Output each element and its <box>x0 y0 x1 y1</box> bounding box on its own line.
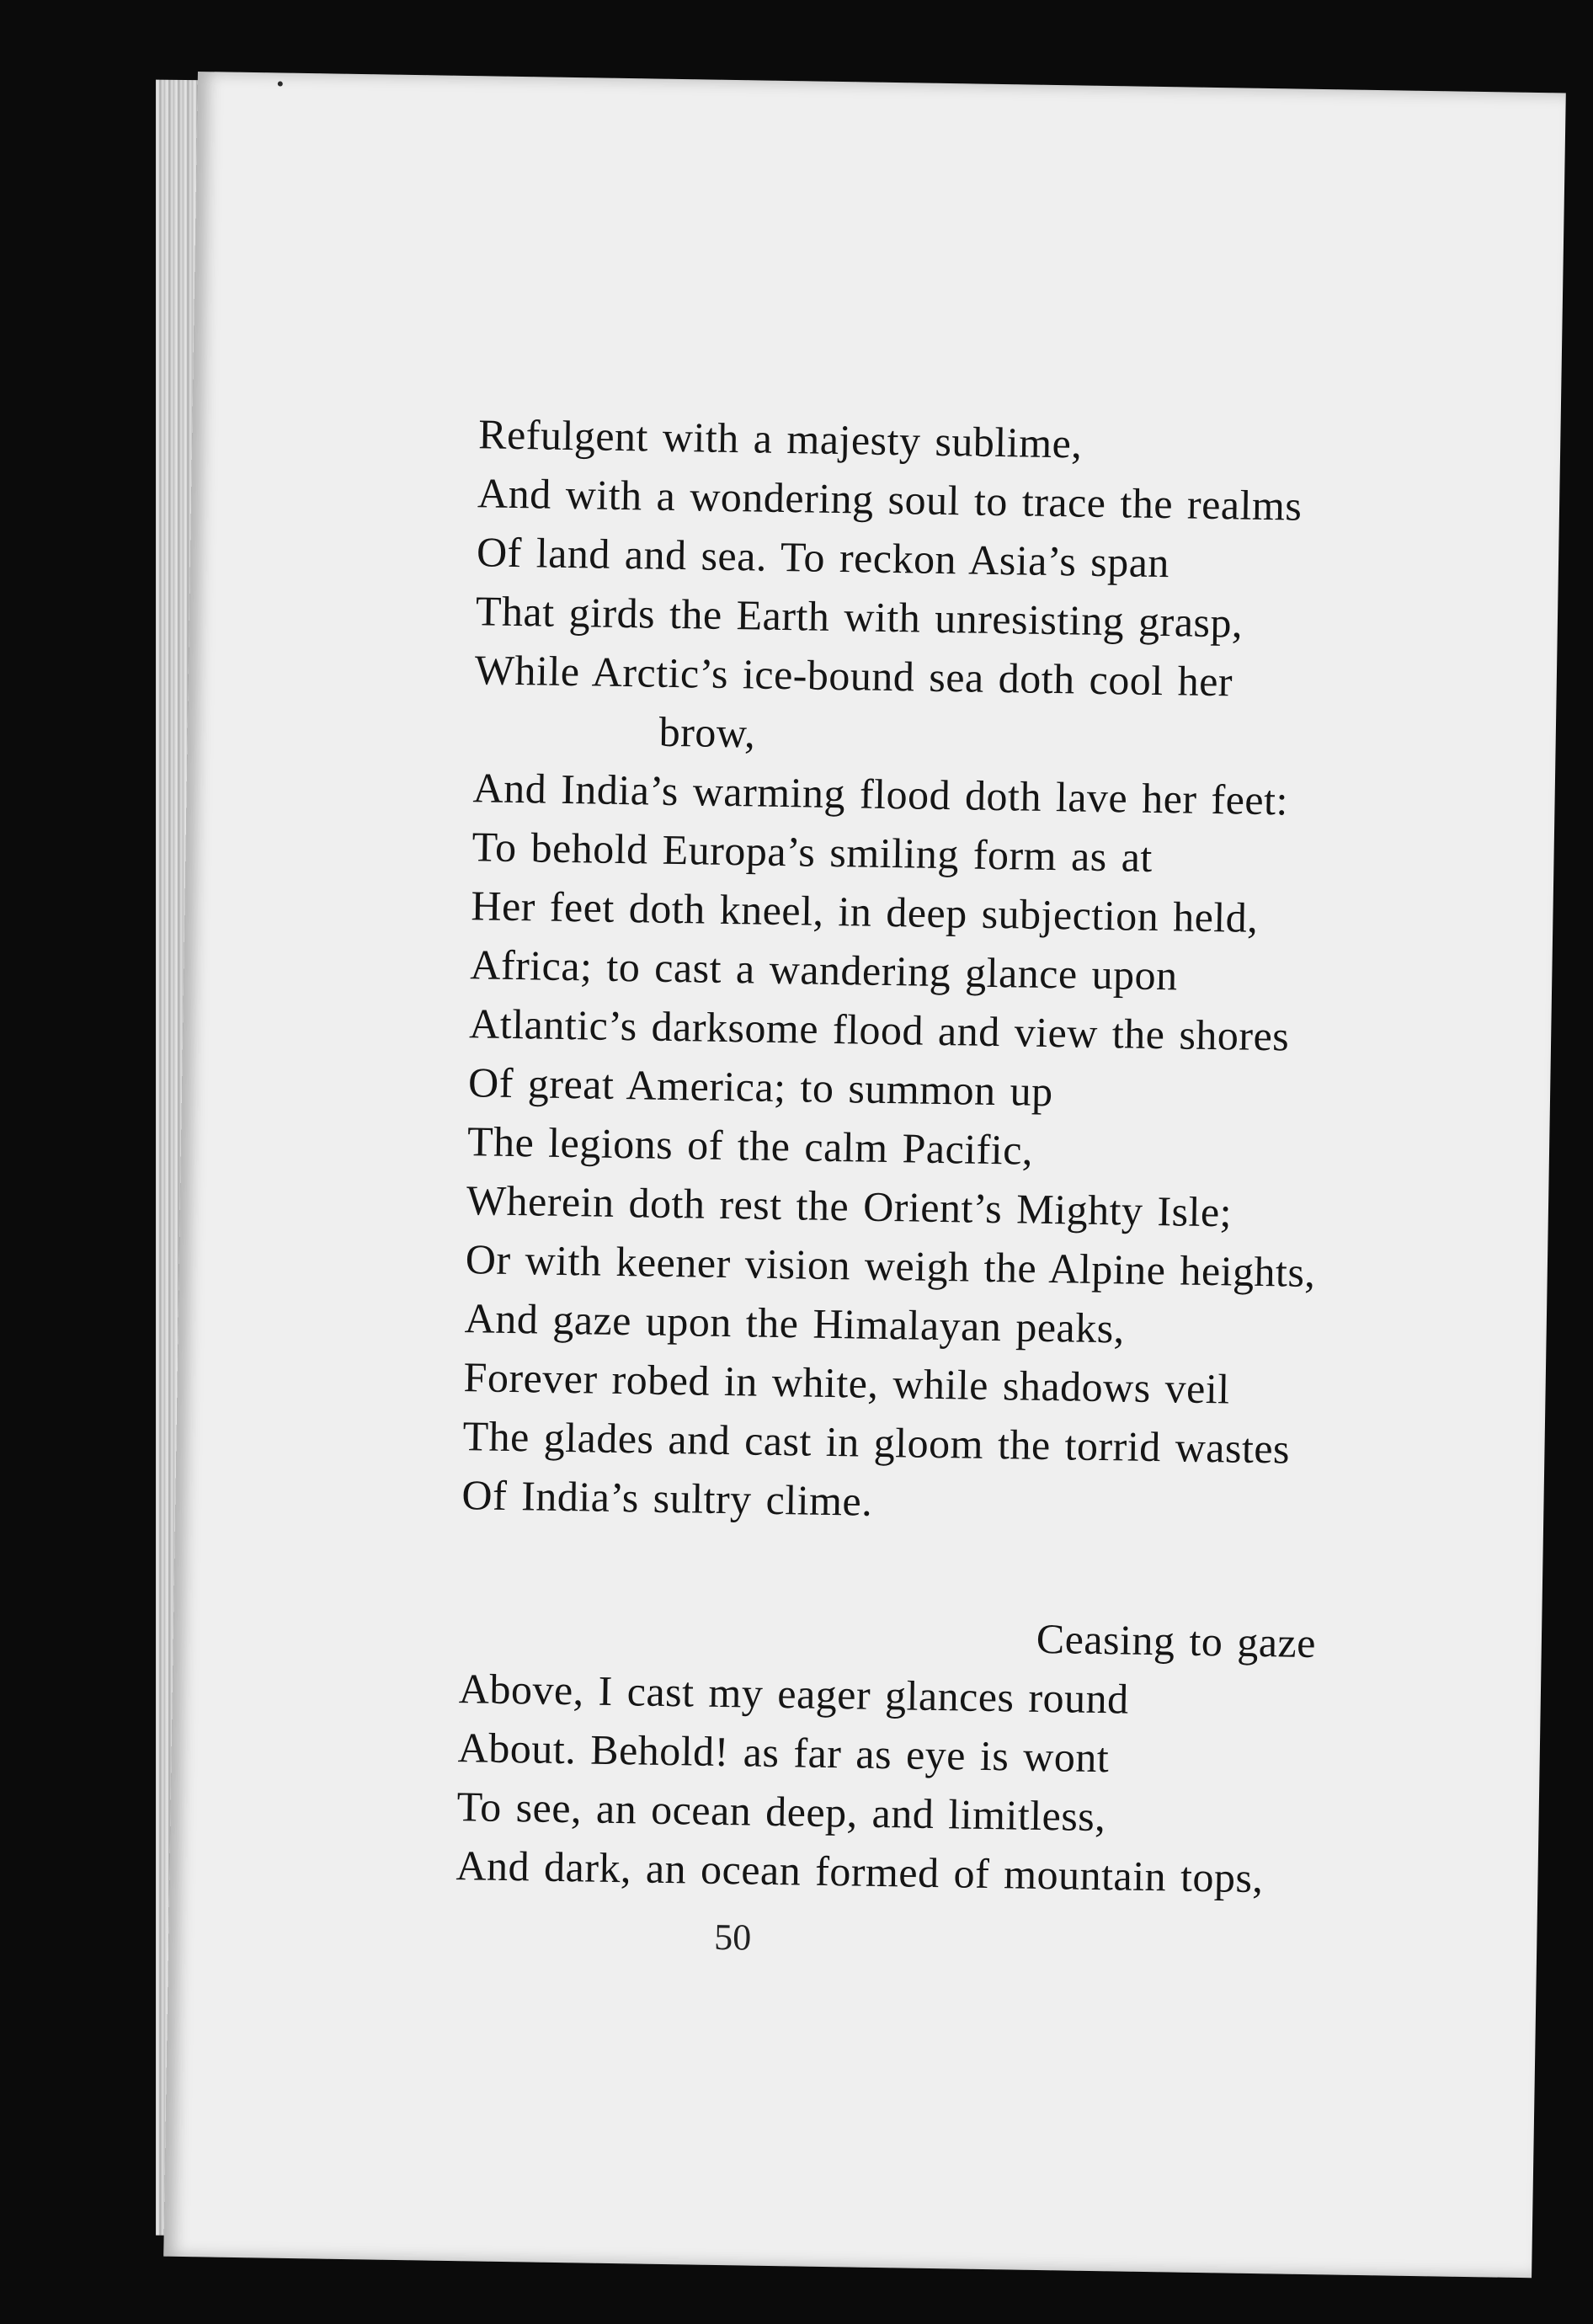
poem-line: About. Behold! as far as eye is wont <box>457 1724 1110 1782</box>
poem-line: Of India’s sultry clime. <box>461 1471 873 1525</box>
poem-line: Wherein doth rest the Orient’s Mighty Isle; <box>466 1176 1233 1236</box>
poem-line: Above, I cast my eager glances round <box>458 1665 1130 1723</box>
poem-line: And India’s warming flood doth lave her feet: <box>472 764 1289 824</box>
poem-line: And gaze upon the Himalayan peaks, <box>464 1294 1126 1352</box>
poem-line: To see, an ocean deep, and limitless, <box>456 1783 1106 1841</box>
poem-line: Atlantic’s darksome flood and view the shores <box>468 999 1290 1060</box>
poem-line: Her feet doth kneel, in deep subjection held, <box>471 882 1259 941</box>
dust-speck <box>278 81 283 86</box>
poem-line: Forever robed in white, while shadows veil <box>463 1353 1231 1413</box>
poem-line: The glades and cast in gloom the torrid wastes <box>462 1412 1291 1473</box>
poem-text <box>456 404 1540 1911</box>
poem-line-continuation: brow, <box>658 707 756 757</box>
poem-line: And with a wondering soul to trace the realms <box>477 469 1303 530</box>
poem-line: To behold Europa’s smiling form as at <box>472 823 1153 881</box>
poem-line: Of great America; to summon up <box>467 1058 1054 1116</box>
poem-line: And dark, an ocean formed of mountain tops, <box>456 1842 1264 1902</box>
poem-line: Or with keener vision weigh the Alpine heights, <box>465 1235 1316 1297</box>
poem-line: While Arctic’s ice-bound sea doth cool her <box>474 646 1233 706</box>
poem-line: The legions of the calm Pacific, <box>466 1117 1034 1174</box>
poem-line-indented: Ceasing to gaze <box>1036 1614 1317 1667</box>
page-number: 50 <box>713 1916 752 1959</box>
poem-line: Of land and sea. To reckon Asia’s span <box>476 528 1170 587</box>
poem-line: That girds the Earth with unresisting grasp, <box>475 587 1244 647</box>
poem-line: Africa; to cast a wandering glance upon <box>469 941 1179 999</box>
page <box>163 72 1566 2278</box>
poem-line: Refulgent with a majesty sublime, <box>477 410 1083 467</box>
